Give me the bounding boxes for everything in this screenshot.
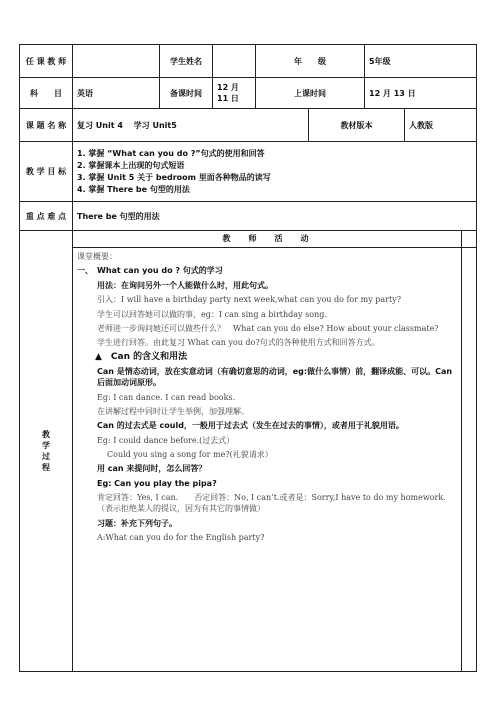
class-time-value: 12 月 13 日 <box>365 78 477 109</box>
goal-item: 1. 掌握 “What can you do ?”句式的使用和回答 <box>77 148 265 158</box>
teacher-label: 任 课 教 师 <box>20 45 73 78</box>
side-char: 教 <box>42 430 50 439</box>
goals-label: 教 学 目 标 <box>20 142 73 202</box>
process-line: 学生进行回答。由此复习 What can you do?句式的各种使用方式和回答方式。 <box>97 338 380 348</box>
row-subject <box>20 78 477 109</box>
process-side-label <box>20 231 73 672</box>
process-line: 学生可以回答她可以做的事，eg：I can sing a birthday song. <box>97 309 327 319</box>
process-line: Can 是情态动词，放在实意动词（有确切意思的动词，eg:做什么事情）前，翻译成能、可以。Can 后面加动词原形。 <box>97 367 453 388</box>
keypoints-value: There be 句型的用法 <box>73 202 477 231</box>
process-line: Can 的过去式是 could，一般用于过去式（发生在过去的事情），或者用于礼貌用语。 <box>97 421 404 431</box>
teacher-value <box>73 45 160 78</box>
process-line: 习题：补充下列句子。 <box>97 518 177 528</box>
goal-item: 3. 掌握 Unit 5 关于 bedroom 里面各种物品的读写 <box>77 172 271 182</box>
process-line: ▲ Can 的含义和用法 <box>95 351 188 362</box>
process-body <box>73 248 476 671</box>
row-goals <box>20 142 477 202</box>
process-line: A:What can you do for the English party? <box>97 533 265 543</box>
right-column-divider <box>461 231 462 671</box>
subject-label: 科 目 <box>20 78 73 109</box>
side-char: 学 <box>42 441 50 450</box>
class-time-label: 上课时间 <box>256 78 365 109</box>
grade-value: 5年级 <box>365 45 477 78</box>
student-name-label: 学生姓名 <box>160 45 213 78</box>
row-process <box>20 231 477 672</box>
textbook-value: 人教版 <box>405 109 477 142</box>
topic-value: 复习 Unit 4 学习 Unit5 <box>73 109 309 142</box>
goals-list <box>73 142 477 202</box>
process-line: Eg: Can you play the pipa? <box>97 478 217 488</box>
process-line: 老师进一步询问她还可以做些什么？ What can you do else? How about your classmate? <box>97 323 439 333</box>
process-cell <box>73 231 477 672</box>
process-line: Eg: I can dance. I can read books. <box>97 392 236 402</box>
topic-label: 课 题 名 称 <box>20 109 73 142</box>
prep-time-value: 12 月 11 日 <box>213 78 256 109</box>
process-line: 一、 What can you do ? 句式的学习 <box>77 266 223 276</box>
grade-label: 年 级 <box>256 45 365 78</box>
lesson-plan-sheet <box>19 44 476 672</box>
teacher-activity-header: 教师活动 <box>73 231 476 248</box>
keypoints-label: 重 点 难 点 <box>20 202 73 231</box>
textbook-label: 教材版本 <box>309 109 405 142</box>
subject-value: 英语 <box>73 78 160 109</box>
student-name-value <box>213 45 256 78</box>
process-line: 在讲解过程中同时让学生举例，加强理解。 <box>97 406 249 416</box>
process-line: Eg: I could dance before.(过去式） <box>97 435 235 445</box>
side-char: 程 <box>42 463 50 472</box>
side-char: 过 <box>42 452 50 461</box>
goal-item: 2. 掌握课本上出现的句式短语 <box>77 160 185 170</box>
process-line: 引入：I will have a birthday party next week,what can you do for my party? <box>97 295 401 305</box>
row-keypoints <box>20 202 477 231</box>
lesson-plan-table <box>19 44 477 672</box>
goal-item: 4. 掌握 There be 句型的用法 <box>77 184 190 194</box>
process-line: 课堂概要： <box>77 252 117 261</box>
process-line: Could you sing a song for me?(礼貌请求） <box>107 450 273 460</box>
row-topic <box>20 109 477 142</box>
prep-time-label: 备课时间 <box>160 78 213 109</box>
process-line: 用 can 来提问时，怎么回答？ <box>97 464 207 474</box>
process-line: 肯定回答：Yes, I can. 否定回答：No, I can’t.或者是：Sorry,I have to do my homework.（表示拒绝某人的提议，因为有其它的事情做） <box>97 493 446 514</box>
row-teacher <box>20 45 477 78</box>
process-line: 用法：在询问另外一个人能做什么时，用此句式。 <box>97 280 273 290</box>
